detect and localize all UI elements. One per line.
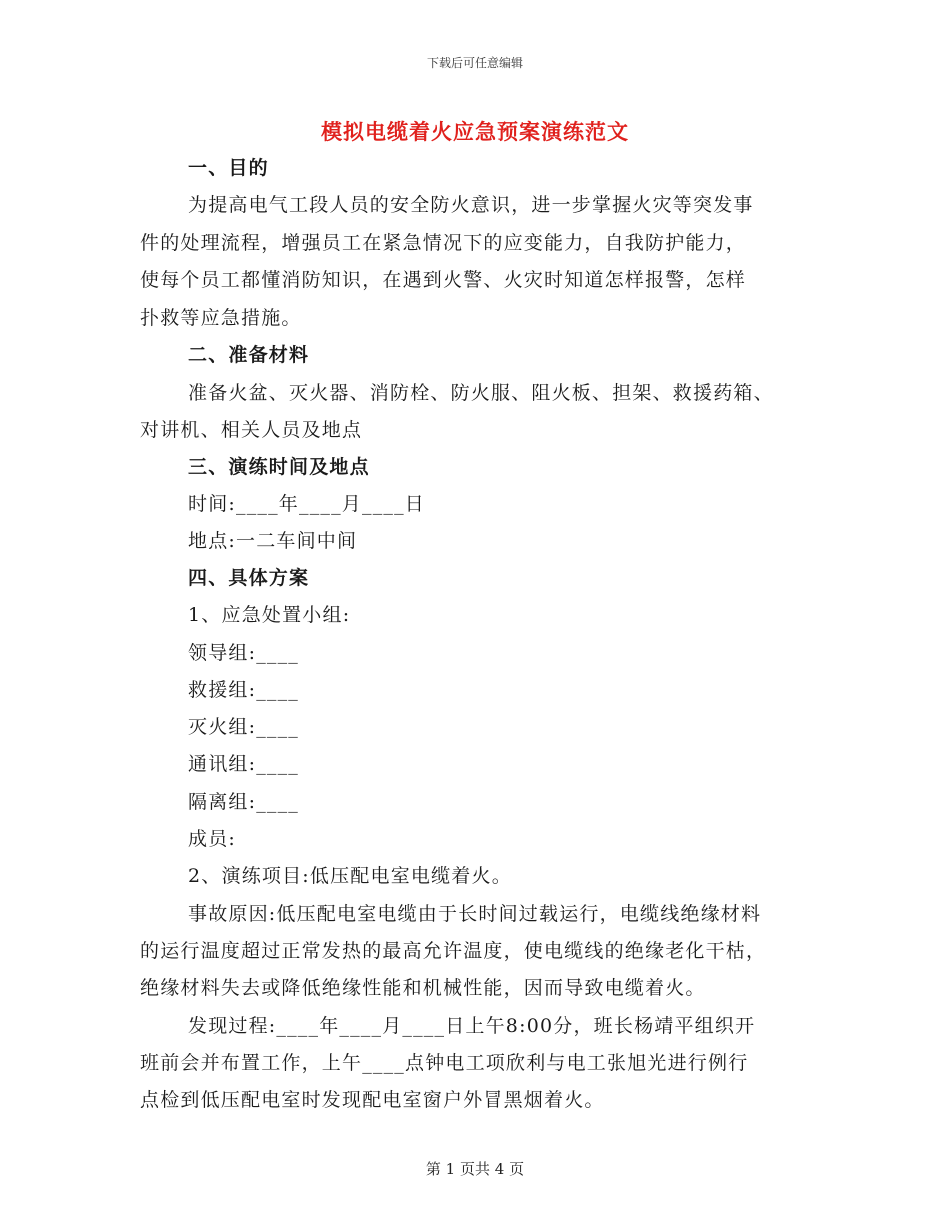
header-note: 下载后可任意编辑	[426, 56, 523, 70]
paragraph-line: 的运行温度超过正常发热的最高允许温度，使电缆线的绝缘老化干枯，	[140, 940, 767, 962]
paragraph-line: 班前会并布置工作，上午____点钟电工项欣利与电工张旭光进行例行	[140, 1052, 749, 1074]
section-heading-purpose: 一、目的	[188, 157, 269, 179]
paragraph-line: 准备火盆、灭火器、消防栓、防火服、阻火板、担架、救援药箱、	[188, 382, 774, 404]
paragraph-line: 1、应急处置小组:	[188, 604, 351, 626]
paragraph-line: 绝缘材料失去或降低绝缘性能和机械性能，因而导致电缆着火。	[140, 977, 706, 999]
group-field-rescue: 救援组:____	[188, 679, 300, 701]
paragraph-line: 为提高电气工段人员的安全防火意识，进一步掌握火灾等突发事	[188, 194, 754, 216]
paragraph-line: 对讲机、相关人员及地点	[140, 419, 363, 441]
section-heading-time-place: 三、演练时间及地点	[188, 456, 370, 478]
section-heading-plan: 四、具体方案	[188, 567, 310, 589]
paragraph-line: 事故原因:低压配电室电缆由于长时间过载运行，电缆线绝缘材料	[188, 903, 762, 925]
time-field: 时间:____年____月____日	[188, 493, 426, 515]
place-field: 地点:一二车间中间	[188, 530, 358, 552]
group-field-firefighting: 灭火组:____	[188, 716, 300, 738]
members-field: 成员:	[188, 828, 237, 850]
paragraph-line: 发现过程:____年____月____日上午8:00分，班长杨靖平组织开	[188, 1015, 756, 1037]
paragraph-line: 使每个员工都懂消防知识，在遇到火警、火灾时知道怎样报警，怎样	[140, 269, 747, 291]
page-footer: 第 1 页共 4 页	[425, 1160, 525, 1178]
paragraph-line: 点检到低压配电室时发现配电室窗户外冒黑烟着火。	[140, 1089, 605, 1111]
group-field-leader: 领导组:____	[188, 642, 300, 664]
paragraph-line: 件的处理流程，增强员工在紧急情况下的应变能力，自我防护能力，	[140, 232, 747, 254]
section-heading-materials: 二、准备材料	[188, 344, 310, 366]
paragraph-line: 扑救等应急措施。	[140, 307, 302, 329]
paragraph-line: 2、演练项目:低压配电室电缆着火。	[188, 865, 512, 887]
group-field-communication: 通讯组:____	[188, 753, 300, 775]
group-field-isolation: 隔离组:____	[188, 791, 300, 813]
document-title: 模拟电缆着火应急预案演练范文	[321, 119, 629, 144]
